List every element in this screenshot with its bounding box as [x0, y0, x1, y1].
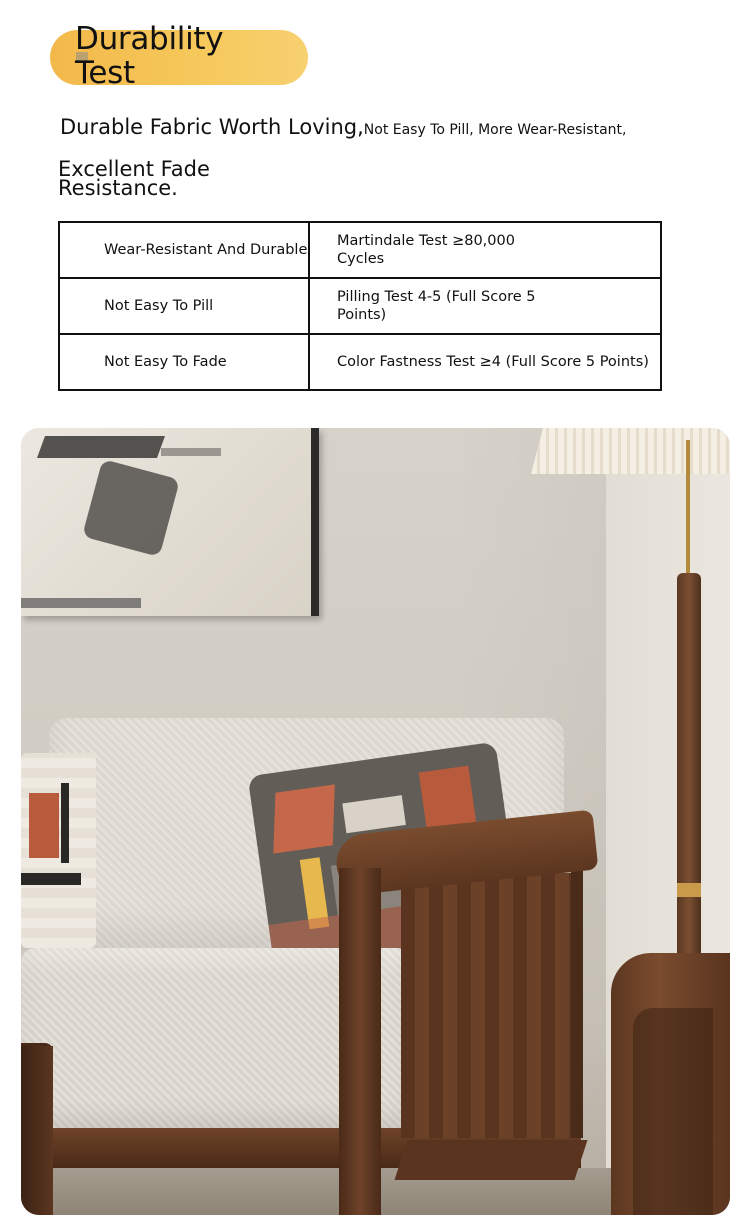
spec-value-cell	[309, 334, 661, 390]
spec-label: Not Easy To Fade	[104, 354, 227, 370]
table-row	[59, 222, 661, 278]
intro-subline-line2: Resistance.	[58, 176, 178, 200]
sofa-base-foot	[395, 1140, 588, 1180]
floor-lamp-ring	[677, 883, 701, 897]
page-title-line1: Durability	[75, 21, 224, 57]
left-throw-pillow	[21, 753, 96, 948]
sofa-arm-post	[339, 868, 381, 1215]
intro-headline-big: Durable Fabric Worth Loving,	[60, 115, 364, 139]
sofa-arm-panel	[401, 873, 576, 1138]
floor-lamp-shade	[531, 428, 730, 474]
table-row	[59, 334, 661, 390]
spec-value-cell	[309, 278, 661, 334]
sofa-arm-edge	[571, 858, 583, 1138]
floor-lamp-rod	[686, 440, 690, 575]
page-title	[75, 22, 275, 90]
wooden-chair-inner	[633, 1008, 713, 1215]
intro-subline-line1: Excellent Fade	[58, 157, 210, 181]
spec-label-cell	[59, 334, 309, 390]
durability-spec-table	[58, 221, 662, 391]
page-title-line2: Test	[75, 55, 135, 91]
product-photo	[21, 428, 730, 1215]
spec-value: Martindale Test ≥80,000 Cycles	[337, 233, 515, 267]
table-row	[59, 278, 661, 334]
floor-lamp-pole	[677, 573, 701, 958]
side-table	[21, 1046, 53, 1215]
intro-headline-small: Not Easy To Pill, More Wear-Resistant,	[363, 122, 627, 138]
spec-value: Pilling Test 4-5 (Full Score 5 Points)	[337, 289, 536, 323]
spec-label: Wear-Resistant And Durable	[104, 242, 308, 258]
spec-label-cell	[59, 222, 309, 278]
intro-subline	[58, 157, 278, 200]
wall-painting	[21, 428, 319, 616]
spec-value-cell	[309, 222, 661, 278]
spec-label: Not Easy To Pill	[104, 298, 214, 314]
spec-label-cell	[59, 278, 309, 334]
spec-value: Color Fastness Test ≥4 (Full Score 5 Points)	[337, 354, 649, 370]
intro-headline	[60, 115, 626, 139]
